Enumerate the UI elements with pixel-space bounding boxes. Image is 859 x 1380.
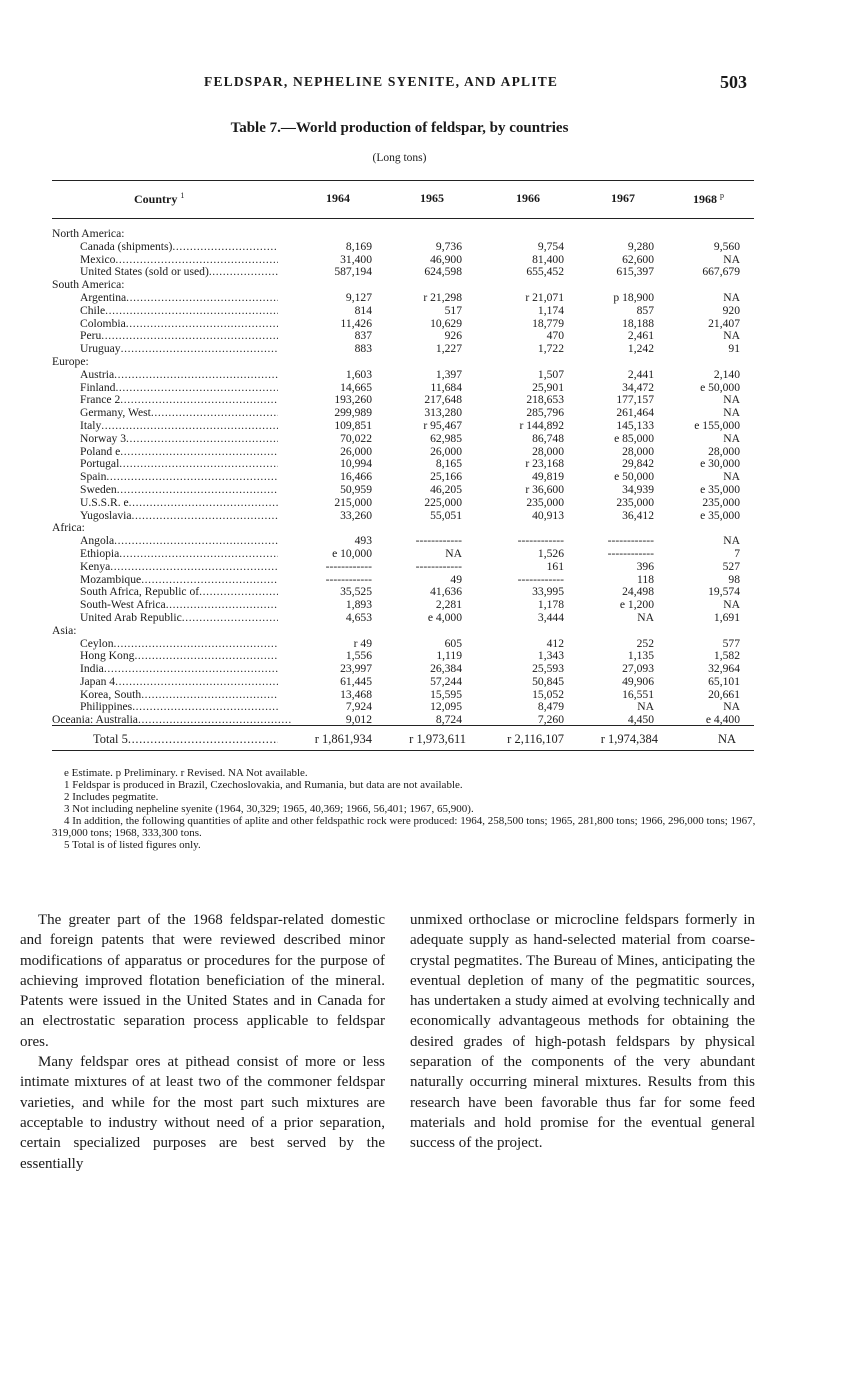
region-label: Asia: [52, 624, 77, 637]
table-cell: 577 [722, 636, 740, 650]
table-region-row [0, 356, 859, 369]
column-header-1968: 1968 $^p$ [693, 191, 724, 206]
table-row [0, 676, 859, 689]
running-title: FELDSPAR, NEPHELINE SYENITE, AND APLITE [204, 74, 559, 89]
table-cell: 9,754 [537, 239, 564, 253]
column-header-1965: 1965 [420, 191, 444, 205]
table-cell: 18,188 [622, 316, 654, 330]
table-cell: e 35,000 [700, 508, 740, 522]
table-cell: 7,924 [345, 700, 372, 714]
table-row [0, 535, 859, 548]
table-cell: e 50,000 [614, 470, 654, 484]
table-cell: ------------ [607, 546, 654, 560]
table-cell: ------------ [325, 559, 372, 573]
total-1965: r 1,973,611 [409, 732, 466, 746]
table-cell: 55,051 [430, 508, 462, 522]
country-label: Ethiopia ..... [80, 548, 278, 561]
table-cell: ------------ [517, 572, 564, 586]
table-cell: NA [637, 700, 654, 714]
country-label: Norway 3 ..... [80, 433, 278, 446]
table-row [0, 343, 859, 356]
body-column-left [20, 910, 385, 1174]
table-cell: 49,819 [532, 470, 564, 484]
table-cell: 655,452 [526, 265, 564, 279]
table-row [0, 612, 859, 625]
footnote-legend: e Estimate. p Preliminary. r Revised. NA Not available. [64, 767, 308, 779]
country-label: Mexico ..... [80, 254, 278, 267]
table-cell: 61,445 [340, 674, 372, 688]
table-cell: 1,397 [435, 367, 462, 381]
country-label: Uruguay ..... [80, 343, 278, 356]
table-cell: 50,845 [532, 674, 564, 688]
table-cell: 26,000 [430, 444, 462, 458]
country-label: Portugal ..... [80, 458, 278, 471]
table-cell: ------------ [415, 534, 462, 548]
table-cell: 217,648 [424, 393, 462, 407]
table-cell: 109,851 [334, 418, 372, 432]
table-cell: 86,748 [532, 431, 564, 445]
table-cell: 28,000 [708, 444, 740, 458]
table-cell: 40,913 [532, 508, 564, 522]
table-cell: 19,574 [708, 585, 740, 599]
table-cell: 517 [444, 303, 462, 317]
table-cell: 10,994 [340, 457, 372, 471]
table-cell: 15,595 [430, 687, 462, 701]
country-label: Peru ..... [80, 330, 278, 343]
country-label: Spain ..... [80, 471, 278, 484]
table-row [0, 484, 859, 497]
table-bottom-rule [52, 750, 754, 751]
table-cell: NA [723, 290, 740, 304]
table-cell: 9,012 [345, 713, 372, 727]
footnote-2: 2 Includes pegmatite. [64, 791, 159, 803]
country-label: Chile ..... [80, 305, 278, 318]
table-row [0, 561, 859, 574]
footnote-4: 4 In addition, the following quantities of aplite and other feldspathic rock were produced: 1964, 258,500 tons; 1965, 281,800 tons; 1966, 296,000 tons; 1967, 319,000 tons; 1968, 333,300 tons. [52, 815, 756, 839]
region-label: South America: [52, 279, 125, 292]
table-cell: 857 [636, 303, 654, 317]
table-cell: NA [723, 393, 740, 407]
table-cell: 16,551 [622, 687, 654, 701]
table-cell: 1,526 [537, 546, 564, 560]
country-label: Sweden ..... [80, 484, 278, 497]
footnote-3: 3 Not including nepheline syenite (1964, 30,329; 1965, 40,369; 1966, 56,401; 1967, 65,900). [64, 803, 474, 815]
table-cell: 70,022 [340, 431, 372, 445]
table-cell: NA [445, 546, 462, 560]
table-cell: 193,260 [334, 393, 372, 407]
column-header-1964: 1964 [326, 191, 350, 205]
table-cell: 14,665 [340, 380, 372, 394]
table-cell: 161 [546, 559, 564, 573]
country-label: Colombia ..... [80, 318, 278, 331]
table-cell: e 4,000 [427, 610, 462, 624]
country-label: Germany, West ..... [80, 407, 278, 420]
table-cell: p 18,900 [613, 290, 654, 304]
table-body [0, 228, 859, 727]
table-row [0, 599, 859, 612]
table-cell: 1,119 [436, 649, 462, 663]
country-label: Angola ..... [80, 535, 278, 548]
country-label: Korea, South ..... [80, 689, 278, 702]
table-cell: 23,997 [340, 662, 372, 676]
table-cell: 1,691 [713, 610, 740, 624]
table-cell: 2,441 [627, 367, 654, 381]
table-row [0, 548, 859, 561]
table-row [0, 663, 859, 676]
country-label: Austria ..... [80, 369, 278, 382]
table-cell: NA [723, 598, 740, 612]
table-cell: 615,397 [616, 265, 654, 279]
table-cell: 4,653 [345, 610, 372, 624]
table-cell: e 30,000 [700, 457, 740, 471]
table-cell: 62,600 [622, 252, 654, 266]
table-region-row [0, 625, 859, 638]
table-row [0, 433, 859, 446]
body-column-right [410, 910, 755, 1154]
table-cell: e 155,000 [694, 418, 740, 432]
table-cell: e 35,000 [700, 482, 740, 496]
table-cell: 13,468 [340, 687, 372, 701]
table-cell: r 21,298 [423, 290, 462, 304]
table-cell: r 95,467 [423, 418, 462, 432]
country-label: South-West Africa ..... [80, 599, 278, 612]
table-cell: 285,796 [526, 406, 564, 420]
table-cell: 1,242 [627, 342, 654, 356]
country-label: Argentina ..... [80, 292, 278, 305]
table-cell: 25,166 [430, 470, 462, 484]
table-cell: 46,900 [430, 252, 462, 266]
table-cell: 81,400 [532, 252, 564, 266]
table-cell: 2,281 [435, 598, 462, 612]
table-cell: 65,101 [708, 674, 740, 688]
table-cell: 41,636 [430, 585, 462, 599]
region-label: Africa: [52, 522, 85, 535]
total-1968: NA [717, 732, 736, 746]
table-cell: 8,169 [345, 239, 372, 253]
table-cell: r 23,168 [525, 457, 564, 471]
table-cell: ------------ [325, 572, 372, 586]
table-cell: 29,842 [622, 457, 654, 471]
table-total-rule [52, 725, 754, 726]
table-cell: 814 [354, 303, 372, 317]
table-cell: 31,400 [340, 252, 372, 266]
table-subtitle: (Long tons) [372, 152, 427, 164]
table-cell: 920 [722, 303, 740, 317]
table-cell: 412 [546, 636, 564, 650]
table-cell: 235,000 [526, 495, 564, 509]
page-number: 503 [720, 72, 747, 92]
table-cell: 837 [354, 329, 372, 343]
table-cell: 10,629 [430, 316, 462, 330]
country-label: U.S.S.R. e ..... [80, 497, 278, 510]
table-cell: 98 [728, 572, 740, 586]
table-cell: NA [723, 534, 740, 548]
body-paragraph: The greater part of the 1968 feldspar-related domestic and foreign patents that were reviewed described minor modifications of apparatus or procedures for the purpose of achieving improved flotation beneficiation of the mineral. Patents were issued in the United States and in Canada for an electrostatic separation process applicable to feldspar ores. [20, 912, 385, 1050]
table-cell: 24,498 [622, 585, 654, 599]
table-cell: 12,095 [430, 700, 462, 714]
table-cell: 27,093 [622, 662, 654, 676]
country-label: United States (sold or used) ..... [80, 266, 278, 279]
table-total-row [0, 731, 859, 747]
table-cell: 9,736 [435, 239, 462, 253]
footnote-5: 5 Total is of listed figures only. [64, 839, 201, 851]
table-cell: 18,779 [532, 316, 564, 330]
table-cell: 470 [546, 329, 564, 343]
table-row [0, 292, 859, 305]
table-cell: 33,260 [340, 508, 372, 522]
table-cell: 313,280 [424, 406, 462, 420]
table-cell: 1,603 [345, 367, 372, 381]
table-row [0, 420, 859, 433]
country-label: Philippines ..... [80, 701, 278, 714]
table-cell: 8,724 [435, 713, 462, 727]
table-cell: 2,140 [713, 367, 740, 381]
table-cell: 118 [637, 572, 654, 586]
footnote-1: 1 Feldspar is produced in Brazil, Czechoslovakia, and Rumania, but data are not available. [64, 779, 463, 791]
column-header-country: Country $^1$ [134, 191, 185, 206]
table-cell: 215,000 [334, 495, 372, 509]
region-label: North America: [52, 228, 125, 240]
table-cell: 57,244 [430, 674, 462, 688]
table-cell: 35,525 [340, 585, 372, 599]
table-cell: 3,444 [537, 610, 564, 624]
table-row [0, 497, 859, 510]
table-cell: r 144,892 [519, 418, 564, 432]
body-paragraph: Many feldspar ores at pithead consist of more or less intimate mixtures of at least two of the commoner feldspar varieties, and while for the most part such mixtures are acceptable to industry without need of a prior separation, certain specialized purposes are best served by the essentially [20, 1054, 385, 1172]
table-cell: 493 [354, 534, 372, 548]
table-cell: 49,906 [622, 674, 654, 688]
table-cell: 235,000 [702, 495, 740, 509]
table-cell: 7 [734, 546, 740, 560]
country-label: Canada (shipments) ..... [80, 241, 278, 254]
table-cell: ------------ [517, 534, 564, 548]
table-cell: 1,178 [537, 598, 564, 612]
table-cell: 225,000 [424, 495, 462, 509]
table-cell: 46,205 [430, 482, 462, 496]
table-cell: e 4,400 [705, 713, 740, 727]
table-cell: 26,000 [340, 444, 372, 458]
table-cell: 1,343 [537, 649, 564, 663]
table-cell: e 10,000 [332, 546, 372, 560]
running-head [0, 72, 859, 94]
table-cell: NA [723, 252, 740, 266]
table-cell: 2,461 [627, 329, 654, 343]
table-cell: 235,000 [616, 495, 654, 509]
table-cell: 16,466 [340, 470, 372, 484]
table-cell: 1,556 [345, 649, 372, 663]
footnotes [52, 767, 757, 851]
table-cell: 177,157 [616, 393, 654, 407]
table-row [0, 510, 859, 523]
table-cell: 1,174 [537, 303, 564, 317]
table-row [0, 241, 859, 254]
table-cell: 1,227 [435, 342, 462, 356]
table-cell: 883 [354, 342, 372, 356]
column-header-1966: 1966 [516, 191, 540, 205]
table-cell: 299,989 [334, 406, 372, 420]
body-paragraph: unmixed orthoclase or microcline feldspars formerly in adequate supply as hand-selected material from coarse-crystal pegmatites. The Bureau of Mines, anticipating the eventual depletion of many of the pegmatitic sources, has undertaken a study aimed at evolving technically and economically advantageous methods for obtaining the desired grades of high-potash feldspars by physical separation of the components of the very abundant naturally occurring mineral mixtures. Results from this research have been favorable thus far for some feed materials and hold promise for the eventual general success of the project. [410, 912, 755, 1152]
table-top-rule [52, 180, 754, 181]
table-cell: 49 [450, 572, 462, 586]
table-cell: 926 [444, 329, 462, 343]
table-cell: 28,000 [622, 444, 654, 458]
country-label: Kenya ..... [80, 561, 278, 574]
table-cell: r 21,071 [525, 290, 564, 304]
table-cell: 7,260 [537, 713, 564, 727]
table-cell: NA [723, 700, 740, 714]
country-label: Finland ..... [80, 382, 278, 395]
table-cell: 11,426 [340, 316, 372, 330]
table-cell: r 36,600 [525, 482, 564, 496]
table-cell: ------------ [415, 559, 462, 573]
country-label: Japan 4 ..... [80, 676, 278, 689]
table-cell: 9,280 [627, 239, 654, 253]
table-cell: 605 [444, 636, 462, 650]
country-label: Italy ..... [80, 420, 278, 433]
table-cell: 261,464 [616, 406, 654, 420]
country-label: Mozambique ..... [80, 574, 278, 587]
country-label: Ceylon ..... [80, 638, 278, 651]
region-label: Oceania: Australia ..... [52, 714, 292, 727]
table-cell: 36,412 [622, 508, 654, 522]
table-cell: 624,598 [424, 265, 462, 279]
table-cell: NA [723, 431, 740, 445]
table-cell: 4,450 [627, 713, 654, 727]
table-cell: NA [637, 610, 654, 624]
table-cell: 1,135 [627, 649, 654, 663]
table-cell: 396 [636, 559, 654, 573]
table-cell: 1,722 [537, 342, 564, 356]
table-title: Table 7.—World production of feldspar, by countries [230, 120, 569, 136]
country-label: Poland e ..... [80, 446, 278, 459]
table-cell: 25,593 [532, 662, 564, 676]
table-cell: 11,684 [430, 380, 462, 394]
country-label: United Arab Republic ..... [80, 612, 278, 625]
country-label: India ..... [80, 663, 278, 676]
country-label: Hong Kong ..... [80, 650, 278, 663]
country-label: South Africa, Republic of ..... [80, 586, 278, 599]
table-cell: 1,893 [345, 598, 372, 612]
table-cell: 252 [636, 636, 654, 650]
total-1964: r 1,861,934 [314, 732, 372, 746]
table-cell: 26,384 [430, 662, 462, 676]
table-cell: 32,964 [708, 662, 740, 676]
table-cell: NA [723, 329, 740, 343]
table-row [0, 305, 859, 318]
table-cell: 8,479 [537, 700, 564, 714]
table-cell: 1,507 [537, 367, 564, 381]
table-cell: 91 [728, 342, 740, 356]
table-row [0, 369, 859, 382]
table-region-row [0, 228, 859, 241]
table-cell: NA [723, 470, 740, 484]
table-header-rule [52, 218, 754, 219]
total-label: Total 5 ..... [93, 731, 278, 747]
table-cell: NA [723, 406, 740, 420]
region-label: Europe: [52, 355, 89, 368]
table-cell: 34,939 [622, 482, 654, 496]
country-label: France 2 ..... [80, 394, 278, 407]
table-cell: e 1,200 [619, 598, 654, 612]
table-cell: 9,560 [713, 239, 740, 253]
table-cell: e 50,000 [700, 380, 740, 394]
table-cell: 527 [722, 559, 740, 573]
table-row [0, 266, 859, 279]
column-header-1967: 1967 [611, 191, 635, 205]
table-cell: 62,985 [430, 431, 462, 445]
table-cell: 34,472 [622, 380, 654, 394]
table-cell: 28,000 [532, 444, 564, 458]
table-cell: 50,959 [340, 482, 372, 496]
table-cell: ------------ [607, 534, 654, 548]
total-1967: r 1,974,384 [600, 732, 658, 746]
table-cell: r 49 [353, 636, 372, 650]
table-cell: 587,194 [334, 265, 372, 279]
table-cell: 218,653 [526, 393, 564, 407]
table-cell: 20,661 [708, 687, 740, 701]
table-cell: 9,127 [345, 290, 372, 304]
table-cell: 1,582 [713, 649, 740, 663]
total-1966: r 2,116,107 [507, 732, 564, 746]
table-cell: 33,995 [532, 585, 564, 599]
table-cell: 145,133 [616, 418, 654, 432]
table-cell: 15,052 [532, 687, 564, 701]
table-cell: 25,901 [532, 380, 564, 394]
country-label: Yugoslavia ..... [80, 510, 278, 523]
table-cell: 667,679 [702, 265, 740, 279]
table-cell: e 85,000 [614, 431, 654, 445]
table-cell: 8,165 [435, 457, 462, 471]
table-cell: 21,407 [708, 316, 740, 330]
